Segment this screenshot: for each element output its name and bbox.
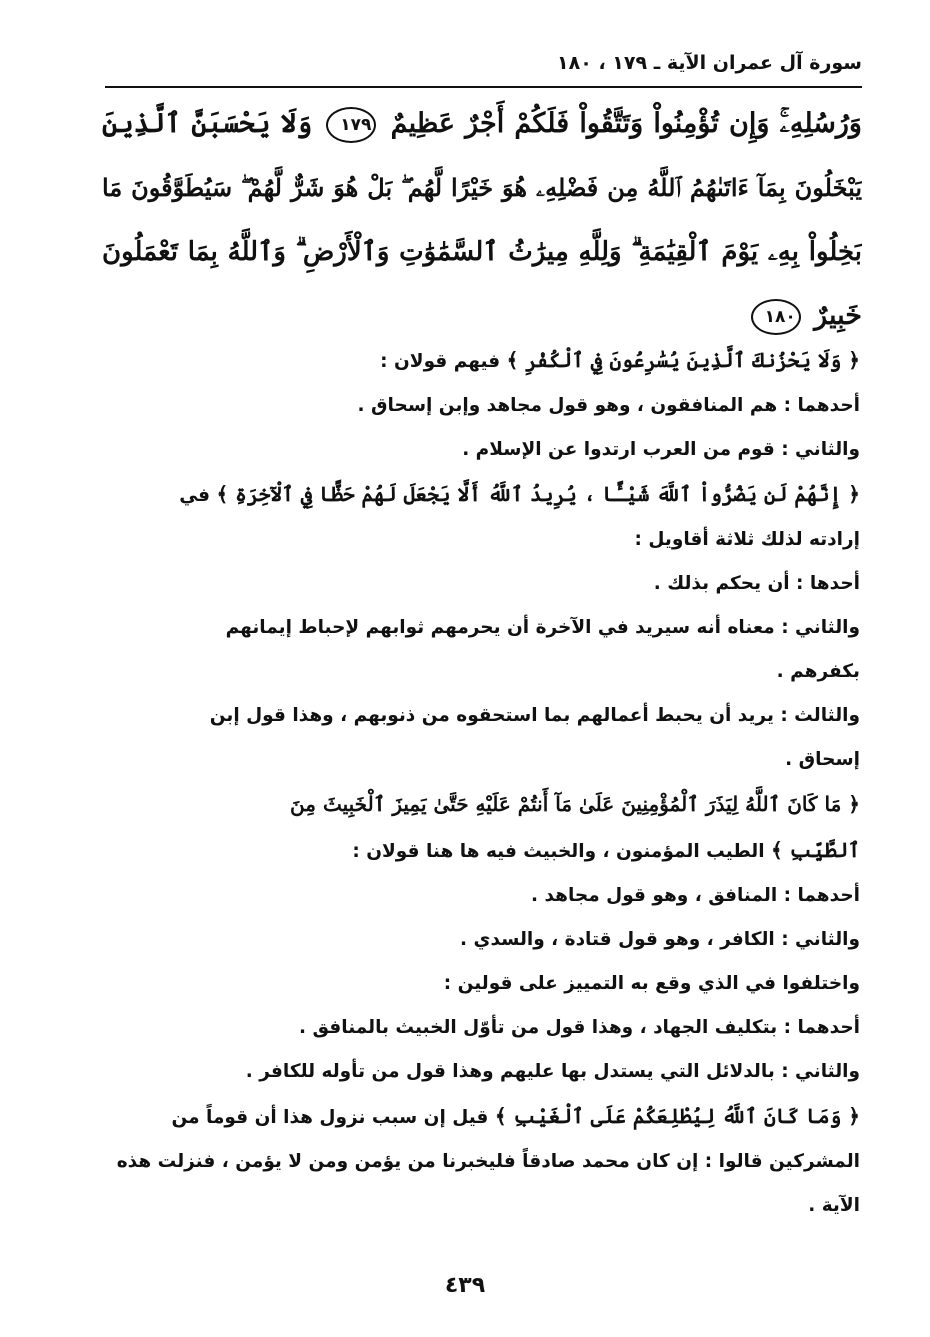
quran-verse-block	[102, 92, 862, 348]
commentary-text	[104, 338, 860, 1228]
commentary-line	[104, 650, 860, 694]
verse-text: وَرُسُلِهِۦۚ وَإِن تُؤْمِنُواْ وَتَتَّقُواْ فَلَكُمْ أَجْرٌ عَظِيمٌ	[390, 108, 862, 139]
commentary-line	[104, 918, 860, 962]
commentary-line	[104, 1094, 860, 1140]
commentary-line	[104, 562, 860, 606]
commentary-line-text: إسحاق .	[785, 749, 860, 770]
commentary-line	[104, 472, 860, 518]
verse-line-1	[102, 92, 862, 156]
commentary-line-text: الطيب المؤمنون ، والخبيث فيه ها هنا قولان :	[352, 841, 771, 862]
commentary-line-text: المشركين قالوا : إن كان محمد صادقاً فليخبرنا من يؤمن ومن لا يؤمن ، فنزلت هذه	[116, 1151, 860, 1172]
commentary-line	[104, 782, 860, 828]
commentary-line	[104, 1006, 860, 1050]
commentary-line	[104, 1140, 860, 1184]
quran-quote: ﴿ إِنَّهُمْ لَن يَضُرُّواْ ٱللَّهَ شَيْـًٔا ، يُرِيدُ ٱللَّهُ أَلَّا يَجْعَلَ لَهُمْ حَظًّا فِي ٱلْآخِرَةِ ﴾	[216, 482, 860, 506]
commentary-line	[104, 384, 860, 428]
verse-line-2: يَبْخَلُونَ بِمَآ ءَاتَىٰهُمُ ٱللَّهُ مِن فَضْلِهِۦ هُوَ خَيْرًا لَّهُم ۖ بَلْ هُوَ شَرٌّ لَّهُمْ ۖ سَيُطَوَّقُونَ مَا	[102, 173, 862, 202]
verse-text: وَلَا يَحْسَبَنَّ ٱلَّذِينَ	[102, 108, 313, 139]
commentary-line	[104, 606, 860, 650]
commentary-line-text: والثاني : الكافر ، وهو قول قتادة ، والسدي .	[460, 929, 860, 950]
page-number: ٤٣٩	[444, 1273, 486, 1298]
commentary-line	[104, 428, 860, 472]
running-header: سورة آل عمران الآية ـ ١٧٩ ، ١٨٠	[557, 52, 862, 74]
quran-quote: ﴿ وَمَا كَانَ ٱللَّهُ لِيُطْلِعَكُمْ عَلَى ٱلْغَيْبِ ﴾	[494, 1104, 860, 1128]
commentary-line-text: بكفرهم .	[776, 661, 860, 682]
quran-quote: ﴿ مَا كَانَ ٱللَّهُ لِيَذَرَ ٱلْمُؤْمِنِينَ عَلَىٰ مَآ أَنتُمْ عَلَيْهِ حَتَّىٰ يَمِيزَ ٱلْخَبِيثَ مِنَ	[290, 792, 860, 816]
quran-quote: ٱلطَّيِّبِ ﴾	[771, 838, 860, 862]
commentary-line	[104, 338, 860, 384]
commentary-line-text: أحدهما : المنافق ، وهو قول مجاهد .	[531, 885, 860, 906]
commentary-line-text: الآية .	[808, 1195, 860, 1216]
commentary-line-text: والثاني : قوم من العرب ارتدوا عن الإسلام .	[462, 439, 860, 460]
commentary-line	[104, 1050, 860, 1094]
commentary-line	[104, 518, 860, 562]
verse-line-3: بَخِلُواْ بِهِۦ يَوْمَ ٱلْقِيَٰمَةِ ۗ وَلِلَّهِ مِيرَٰثُ ٱلسَّمَٰوَٰتِ وَٱلْأَرْضِ ۗ وَٱللَّهُ بِمَا تَعْمَلُونَ	[102, 237, 862, 267]
commentary-line	[104, 738, 860, 782]
commentary-line-text: أحدها : أن يحكم بذلك .	[653, 573, 860, 594]
commentary-line	[104, 828, 860, 874]
commentary-line-text: إرادته لذلك ثلاثة أقاويل :	[634, 529, 860, 550]
commentary-line-text: أحدهما : بتكليف الجهاد ، وهذا قول من تأوّل الخبيث بالمنافق .	[298, 1017, 860, 1038]
commentary-line-text: فيهم قولان :	[380, 351, 507, 372]
commentary-line-text: والثالث : يريد أن يحبط أعمالهم بما استحقوه من ذنوبهم ، وهذا قول إبن	[209, 705, 860, 726]
quran-quote: ﴿ وَلَا يَحْزُنكَ ٱلَّذِينَ يُسَٰرِعُونَ فِي ٱلْكُفْرِ ﴾	[506, 348, 860, 372]
commentary-line-text: والثاني : معناه أنه سيريد في الآخرة أن يحرمهم ثوابهم لإحباط إيمانهم	[225, 617, 860, 638]
commentary-line-text: أحدهما : هم المنافقون ، وهو قول مجاهد وإبن إسحاق .	[357, 395, 860, 416]
commentary-line	[104, 962, 860, 1006]
commentary-line	[104, 694, 860, 738]
commentary-line	[104, 874, 860, 918]
commentary-line-text: واختلفوا في الذي وقع به التمييز على قولين :	[443, 973, 860, 994]
verse-text: خَبِيرٌ	[814, 300, 862, 331]
header-divider	[105, 86, 862, 88]
commentary-line-text: في	[179, 485, 217, 506]
commentary-line-text: والثاني : بالدلائل التي يستدل بها عليهم وهذا قول من تأوله للكافر .	[245, 1061, 860, 1082]
commentary-line-text: قيل إن سبب نزول هذا أن قوماً من	[171, 1107, 495, 1128]
ayah-number-marker: ١٨٠	[751, 299, 801, 335]
ayah-number-marker: ١٧٩	[326, 107, 376, 143]
commentary-line	[104, 1184, 860, 1228]
